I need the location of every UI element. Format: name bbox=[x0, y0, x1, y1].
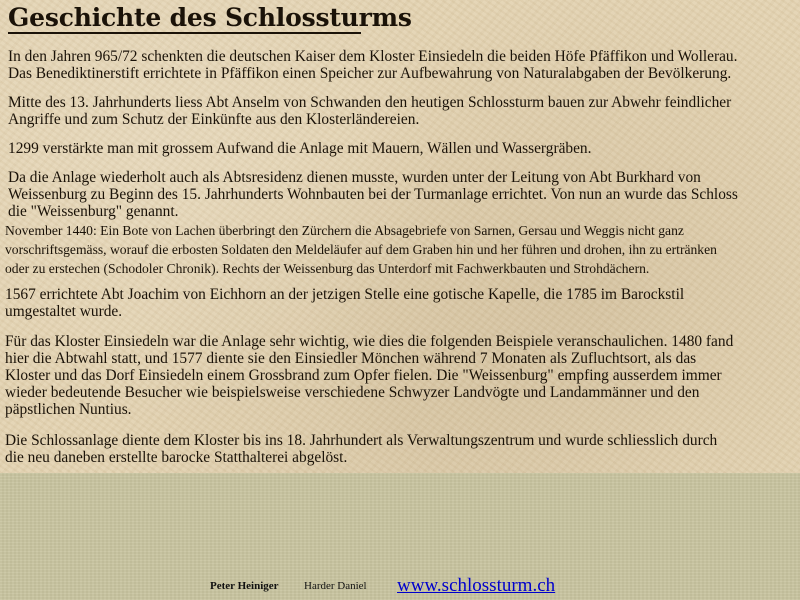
website-link[interactable]: www.schlossturm.ch bbox=[397, 575, 556, 596]
paragraph-line: päpstlichen Nuntius. bbox=[5, 401, 132, 418]
paragraph-line: Kloster und das Dorf Einsiedeln einem Grossbrand zum Opfer fielen. Die "Weissenburg" empfing ausserdem immer bbox=[5, 367, 722, 384]
paragraph-line: die neu daneben erstellte barocke Statthalterei abgelöst. bbox=[5, 449, 348, 466]
paragraph-8 bbox=[5, 432, 717, 466]
paragraph-line: Die Schlossanlage diente dem Kloster bis ins 18. Jahrhundert als Verwaltungszentrum und wurde schliesslich durch bbox=[5, 432, 718, 449]
paragraph-line: oder zu erstechen (Schodoler Chronik). Rechts der Weissenburg das Unterdorf mit Fachwerkbauten und Strohdächern. bbox=[5, 261, 650, 276]
author-name: Peter Heiniger bbox=[210, 580, 279, 592]
paragraph-line: Für das Kloster Einsiedeln war die Anlage sehr wichtig, wie dies die folgenden Beispiele veranschaulichen. 1480 fand bbox=[5, 333, 734, 350]
paragraph-line: 1567 errichtete Abt Joachim von Eichhorn an der jetzigen Stelle eine gotische Kapelle, die 1785 im Barockstil bbox=[5, 286, 685, 303]
paragraph-line: Da die Anlage wiederholt auch als Abtsresidenz dienen musste, wurden unter der Leitung von Abt Burkhard von bbox=[8, 169, 701, 186]
title-underline bbox=[8, 32, 361, 34]
paragraph-line: November 1440: Ein Bote von Lachen überbringt den Zürchern die Absagebriefe von Sarnen, Gersau und Weggis nicht ganz bbox=[5, 223, 684, 238]
paragraph-line: Das Benediktinerstift errichtete in Pfäffikon einen Speicher zur Aufbewahrung von Naturalabgaben der Bevölkerung. bbox=[8, 65, 732, 82]
paragraph-1 bbox=[8, 48, 737, 82]
paragraph-2 bbox=[8, 94, 731, 128]
paragraph-4 bbox=[8, 169, 738, 220]
paragraph-line: wieder bedeutende Besucher wie beispielsweise verschiedene Schwyzer Landvögte und Landammänner und den bbox=[5, 384, 700, 401]
footer bbox=[0, 575, 800, 597]
paragraph-6 bbox=[5, 286, 684, 320]
paragraph-line: In den Jahren 965/72 schenkten die deutschen Kaiser dem Kloster Einsiedeln die beiden Höfe Pfäffikon und Wollerau. bbox=[8, 48, 738, 65]
author-name: Harder Daniel bbox=[304, 580, 367, 592]
paragraph-line: die "Weissenburg" genannt. bbox=[8, 203, 179, 220]
paragraph-line: umgestaltet wurde. bbox=[5, 303, 123, 320]
paragraph-5 bbox=[5, 221, 717, 278]
paragraph-line: vorschriftsgemäss, worauf die erbosten Soldaten den Meldeläufer auf dem Graben hin und her führen und drohen, ihn zu ertränken bbox=[5, 242, 717, 257]
paragraph-7 bbox=[5, 333, 733, 418]
paragraph-line: 1299 verstärkte man mit grossem Aufwand die Anlage mit Mauern, Wällen und Wassergräben. bbox=[8, 140, 592, 157]
paragraph-line: Angriffe und zum Schutz der Einkünfte aus den Klosterländereien. bbox=[8, 111, 420, 128]
paragraph-line: Mitte des 13. Jahrhunderts liess Abt Anselm von Schwanden den heutigen Schlossturm bauen zur Abwehr feindlicher bbox=[8, 94, 732, 111]
page-title: Geschichte des Schlossturms bbox=[8, 3, 412, 32]
paragraph-line: Weissenburg zu Beginn des 15. Jahrhunderts Wohnbauten bei der Turmanlage errichtet. Von nun an wurde das Schloss bbox=[8, 186, 738, 203]
paragraph-line: hier die Abtwahl statt, und 1577 diente sie den Einsiedler Mönchen während 7 Monaten als Zufluchtsort, als das bbox=[5, 350, 697, 367]
paragraph-3 bbox=[8, 140, 591, 157]
